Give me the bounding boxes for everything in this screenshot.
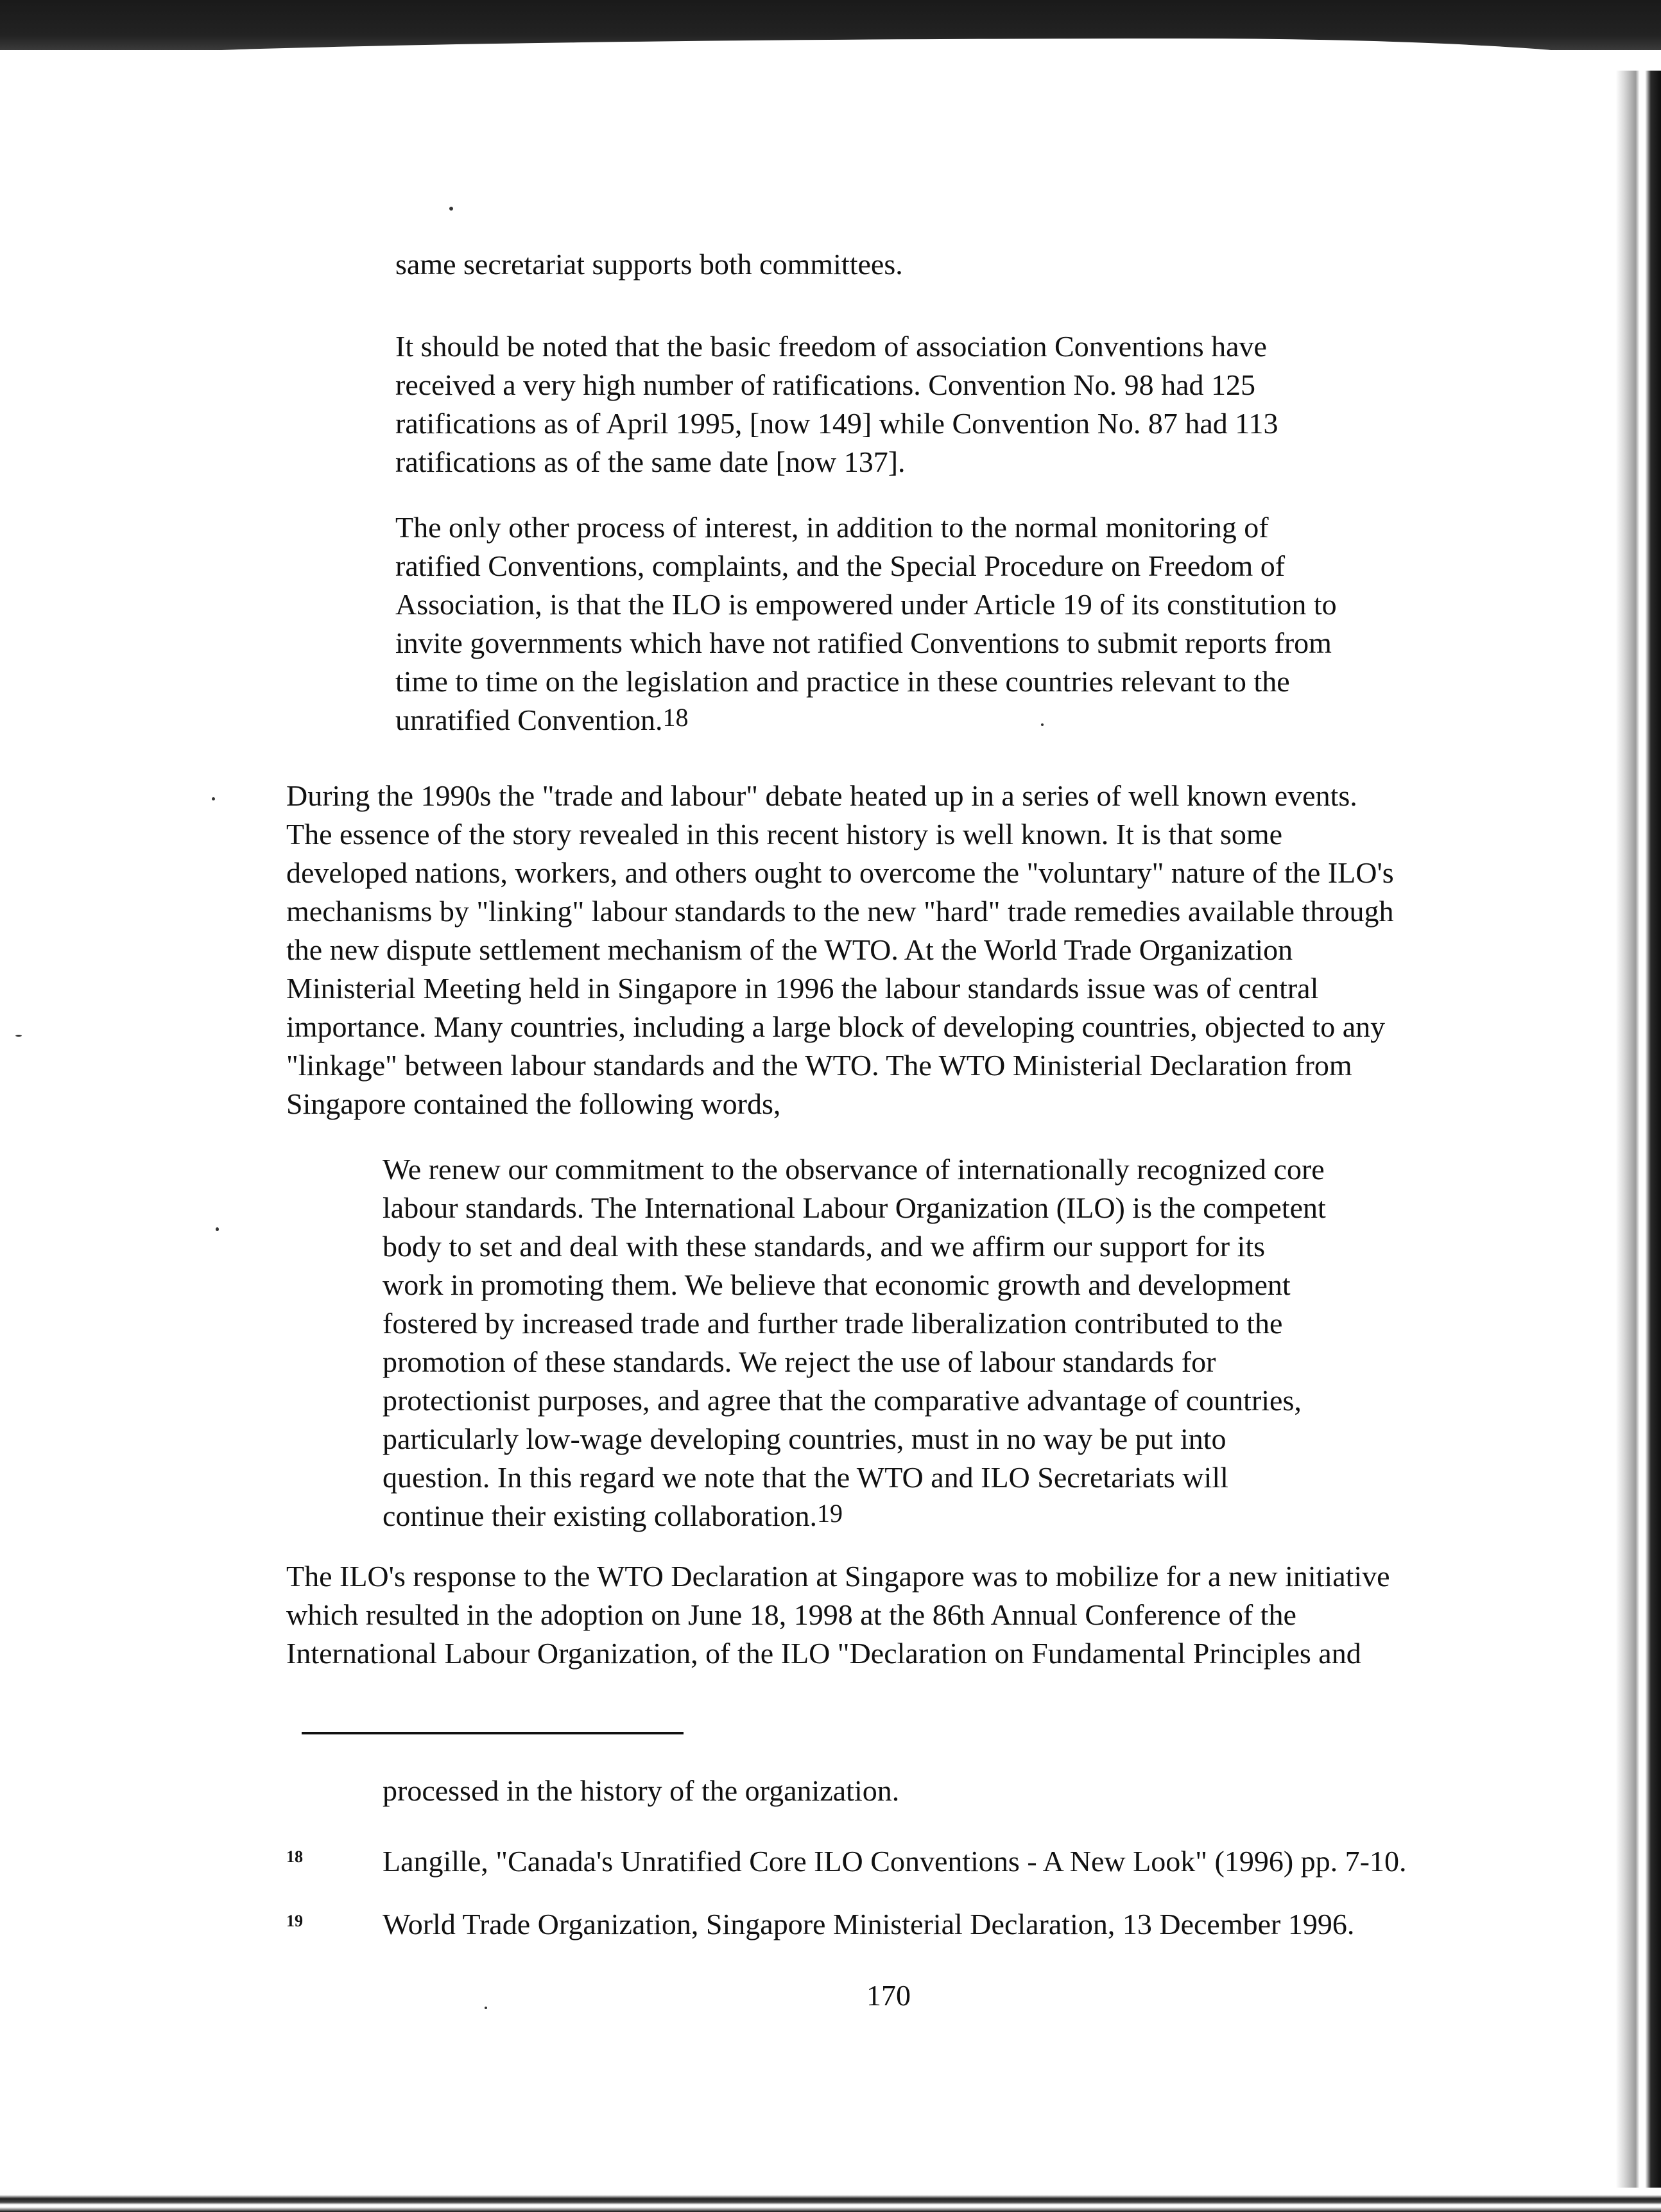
text-line: It should be noted that the basic freedom of association Conventions have — [395, 330, 1267, 363]
text-line: fostered by increased trade and further trade liberalization contributed to the — [383, 1307, 1283, 1340]
text-line: International Labour Organization, of the ILO "Declaration on Fundamental Principles and — [286, 1637, 1361, 1670]
footnote-separator — [302, 1732, 684, 1734]
text-line: The ILO's response to the WTO Declaration at Singapore was to mobilize for a new initiative — [286, 1560, 1390, 1593]
text-line: processed in the history of the organization. — [383, 1774, 900, 1807]
scan-bottom-border — [0, 2188, 1661, 2212]
paragraph-2 — [395, 327, 1278, 481]
text-line: importance. Many countries, including a large block of developing countries, objected to any — [286, 1010, 1386, 1043]
text-line: body to set and deal with these standards, and we affirm our support for its — [383, 1230, 1266, 1263]
text-line: World Trade Organization, Singapore Ministerial Declaration, 13 December 1996. — [383, 1908, 1355, 1940]
text-line: invite governments which have not ratified Conventions to submit reports from — [395, 626, 1332, 659]
text-line: ratified Conventions, complaints, and the Special Procedure on Freedom of — [395, 549, 1286, 582]
text-line: question. In this regard we note that the WTO and ILO Secretariats will — [383, 1461, 1228, 1494]
text-line: mechanisms by "linking" labour standards to the new "hard" trade remedies available through — [286, 895, 1394, 928]
text-line: "linkage" between labour standards and the WTO. The WTO Ministerial Declaration from — [286, 1049, 1352, 1082]
footnote-18 — [383, 1842, 1406, 1881]
text-line — [395, 701, 1337, 739]
scan-speck — [485, 2007, 487, 2009]
text-segment: unratified Convention. — [395, 704, 663, 736]
text-line: ratifications as of the same date [now 137]. — [395, 445, 906, 478]
page-number: 170 — [866, 1979, 911, 2012]
footnote-continuation — [383, 1772, 899, 1810]
footnote-19-mark: 19 — [286, 1912, 303, 1930]
text-line: labour standards. The International Labour Organization (ILO) is the competent — [383, 1191, 1326, 1224]
footnote-18-mark: 18 — [286, 1847, 303, 1866]
text-line — [383, 1497, 1326, 1535]
text-line: same secretariat supports both committees. — [395, 248, 903, 281]
text-line: developed nations, workers, and others ought to overcome the "voluntary" nature of the ILO's — [286, 856, 1394, 889]
text-segment: continue their existing collaboration. — [383, 1499, 818, 1532]
paragraph-1 — [395, 245, 903, 284]
footnote-19 — [383, 1905, 1354, 1944]
text-line: The essence of the story revealed in this recent history is well known. It is that some — [286, 818, 1283, 851]
text-line: particularly low-wage developing countries, must in no way be put into — [383, 1422, 1226, 1455]
text-line: time to time on the legislation and practice in these countries relevant to the — [395, 665, 1290, 698]
scan-speck — [216, 1227, 219, 1231]
paragraph-5 — [286, 1557, 1390, 1673]
block-quote — [383, 1150, 1326, 1535]
text-line: Association, is that the ILO is empowered under Article 19 of its constitution to — [395, 588, 1337, 621]
text-line: Langille, "Canada's Unratified Core ILO Conventions - A New Look" (1996) pp. 7-10. — [383, 1845, 1407, 1878]
text-line: The only other process of interest, in addition to the normal monitoring of — [395, 511, 1269, 544]
text-line: protectionist purposes, and agree that the comparative advantage of countries, — [383, 1384, 1302, 1417]
text-line: the new dispute settlement mechanism of the WTO. At the World Trade Organization — [286, 933, 1293, 966]
text-line: which resulted in the adoption on June 18, 1998 at the 86th Annual Conference of the — [286, 1598, 1296, 1631]
text-line: promotion of these standards. We reject the use of labour standards for — [383, 1345, 1216, 1378]
text-line: Ministerial Meeting held in Singapore in 1996 the labour standards issue was of central — [286, 972, 1319, 1005]
paragraph-3 — [395, 508, 1337, 739]
scan-speck — [15, 1035, 22, 1037]
text-line: work in promoting them. We believe that economic growth and development — [383, 1268, 1291, 1301]
text-line: During the 1990s the "trade and labour" debate heated up in a series of well known events. — [286, 779, 1357, 812]
paragraph-4 — [286, 777, 1394, 1123]
text-line: Singapore contained the following words, — [286, 1087, 781, 1120]
scan-right-border — [1605, 71, 1661, 2212]
text-line: We renew our commitment to the observance of internationally recognized core — [383, 1153, 1325, 1186]
text-line: received a very high number of ratifications. Convention No. 98 had 125 — [395, 368, 1256, 401]
scan-speck — [449, 207, 453, 211]
scan-speck — [212, 797, 215, 800]
footnote-ref-18[interactable]: 18 — [662, 703, 689, 732]
footnote-ref-19[interactable]: 19 — [817, 1499, 843, 1528]
text-line: ratifications as of April 1995, [now 149] while Convention No. 87 had 113 — [395, 407, 1278, 440]
